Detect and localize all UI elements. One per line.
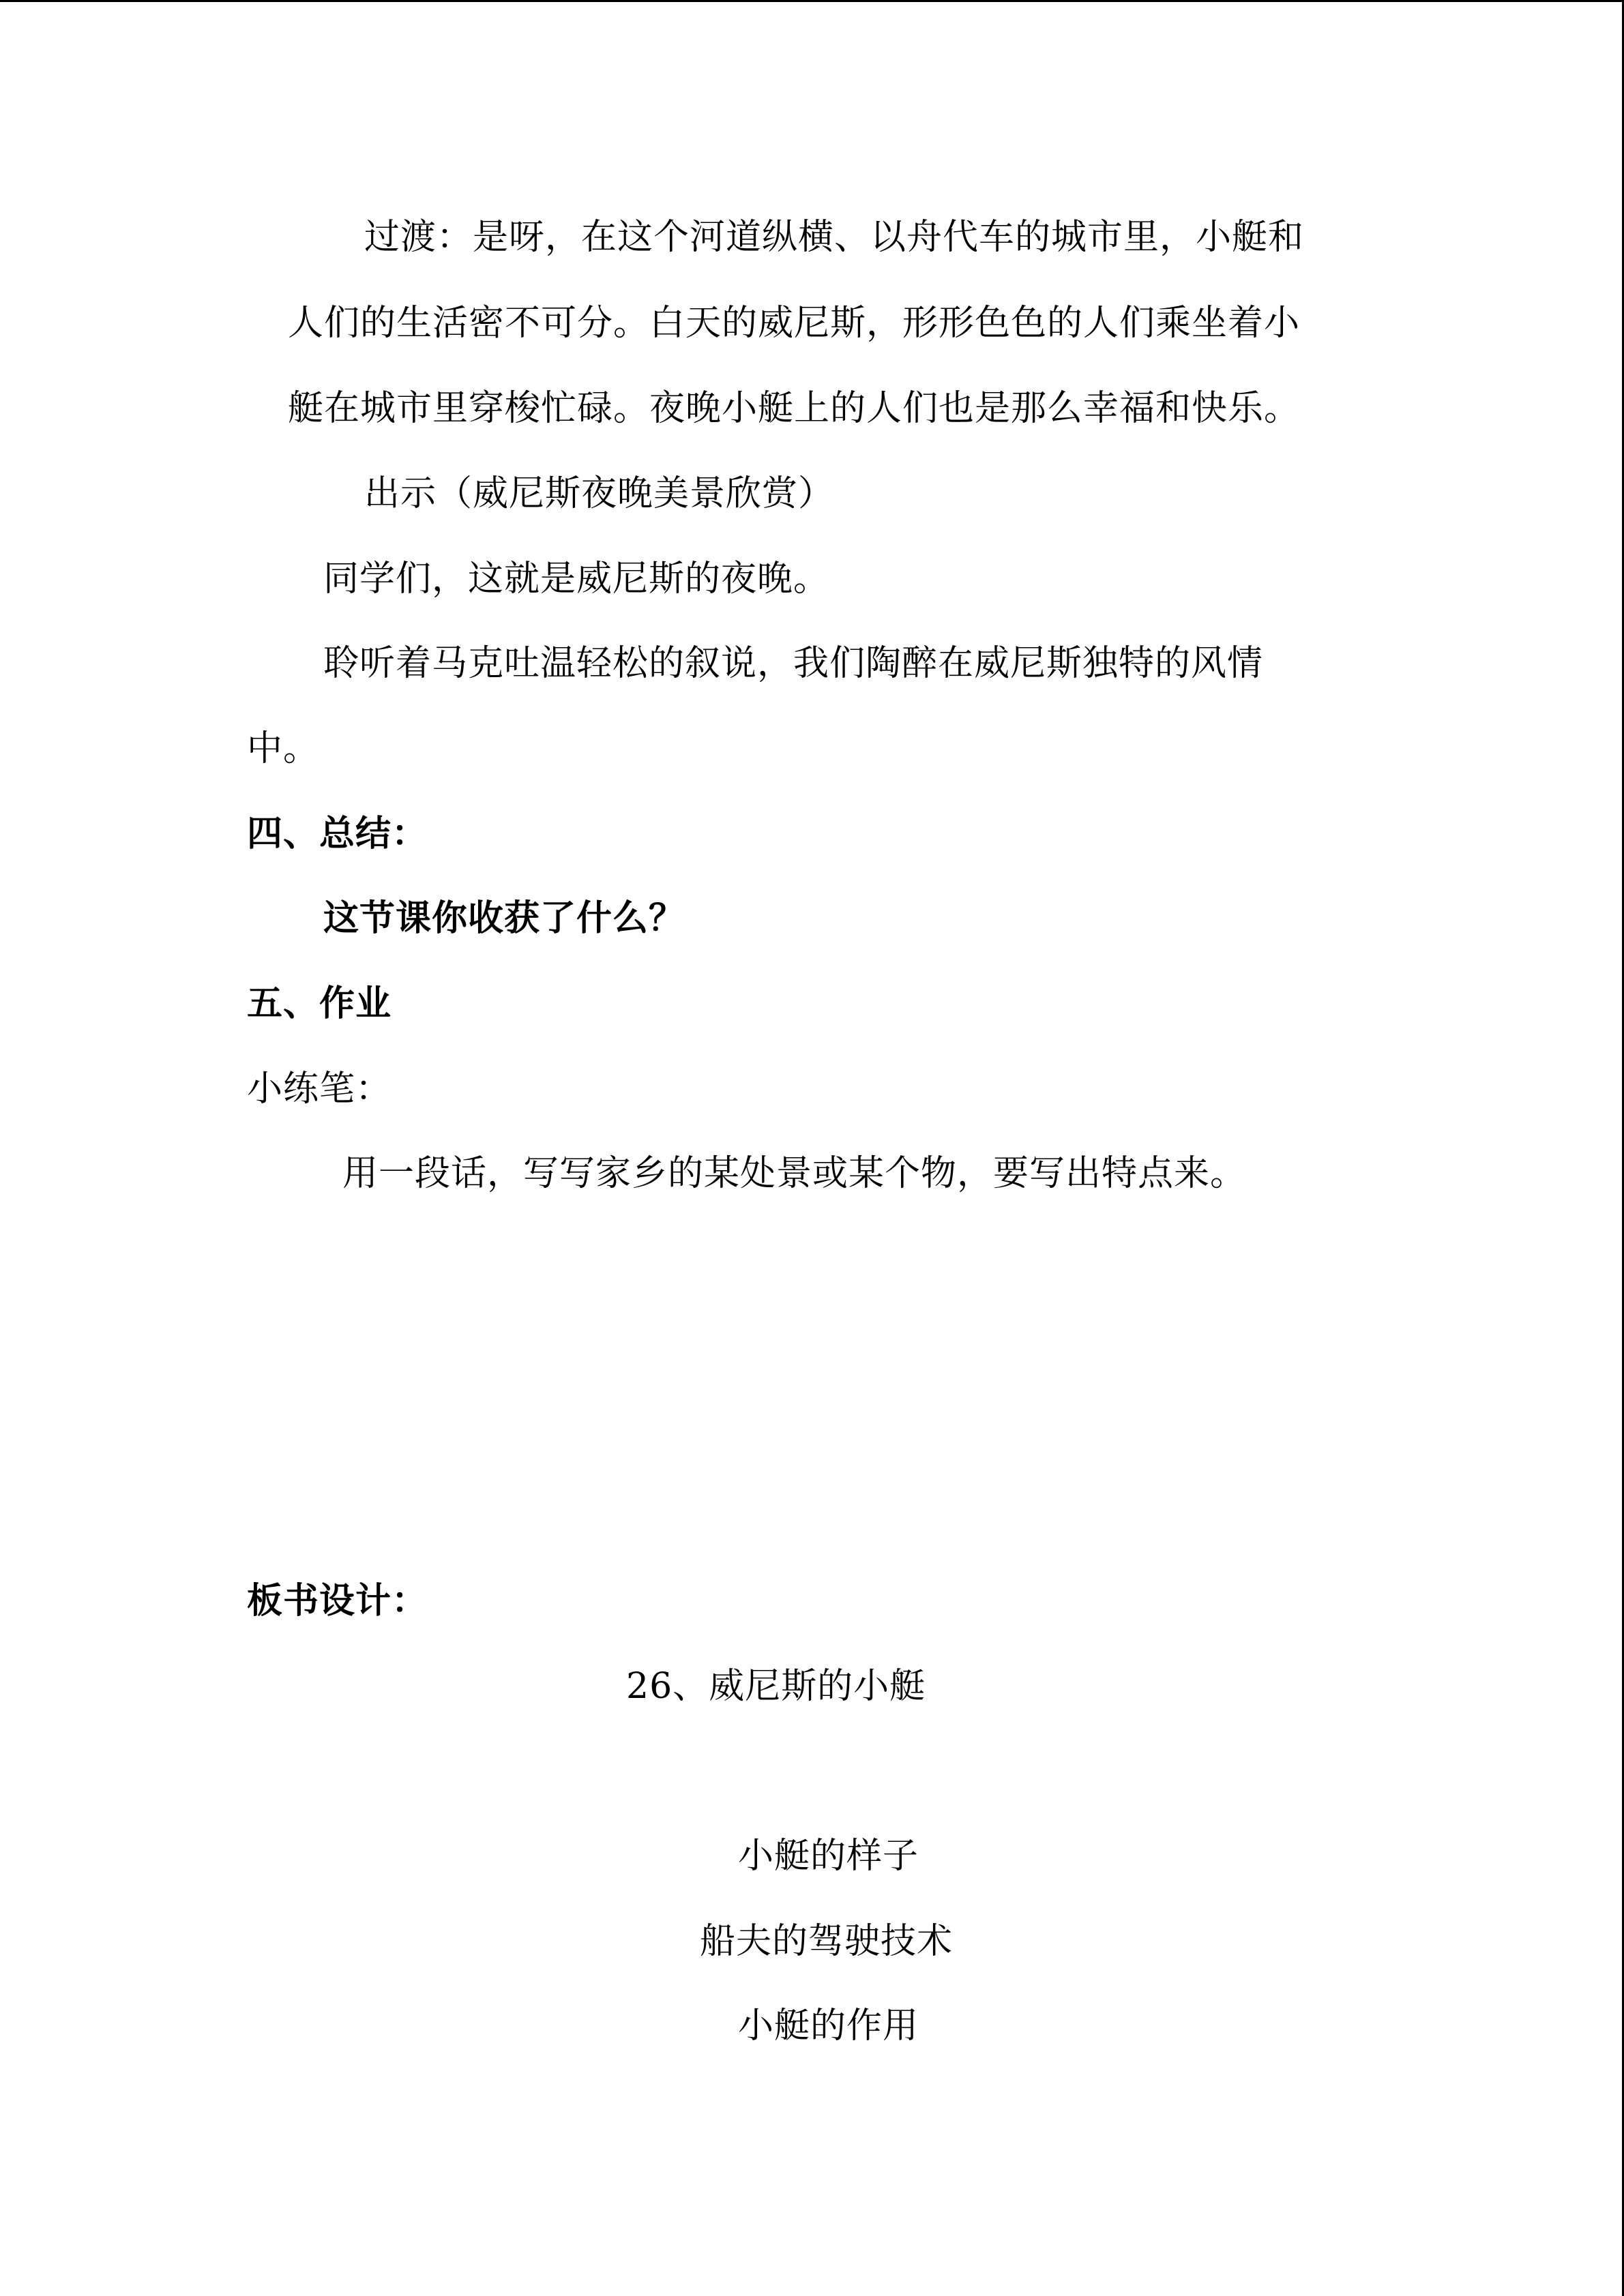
listening-paragraph-line-1: 聆听着马克吐温轻松的叙说，我们陶醉在威尼斯独特的风情: [323, 643, 1264, 684]
intro-paragraph-line-1: 过渡：是呀，在这个河道纵横、以舟代车的城市里，小艇和: [364, 217, 1305, 258]
homework-label: 小练笔：: [247, 1069, 392, 1109]
page-top-border: [0, 0, 1624, 2]
board-item-appearance: 小艇的样子: [738, 1836, 919, 1877]
intro-paragraph-line-3: 艇在城市里穿梭忙碌。夜晚小艇上的人们也是那么幸福和快乐。: [288, 388, 1301, 429]
summary-question: 这节课你收获了什么？: [323, 898, 685, 939]
homework-heading: 五、作业: [247, 983, 392, 1024]
classmates-line: 同学们，这就是威尼斯的夜晚。: [323, 558, 830, 599]
board-design-heading: 板书设计：: [247, 1581, 428, 1622]
intro-paragraph-line-2: 人们的生活密不可分。白天的威尼斯，形形色色的人们乘坐着小: [288, 303, 1301, 344]
show-line: 出示（威尼斯夜晚美景欣赏）: [364, 473, 835, 514]
listening-paragraph-line-2: 中。: [247, 728, 320, 769]
board-item-function: 小艇的作用: [738, 2006, 919, 2046]
homework-task: 用一段话，写写家乡的某处景或某个物，要写出特点来。: [342, 1153, 1247, 1194]
board-item-boatman-skill: 船夫的驾驶技术: [700, 1921, 954, 1962]
board-title: 26、威尼斯的小艇: [626, 1666, 926, 1707]
summary-heading: 四、总结：: [247, 814, 428, 854]
